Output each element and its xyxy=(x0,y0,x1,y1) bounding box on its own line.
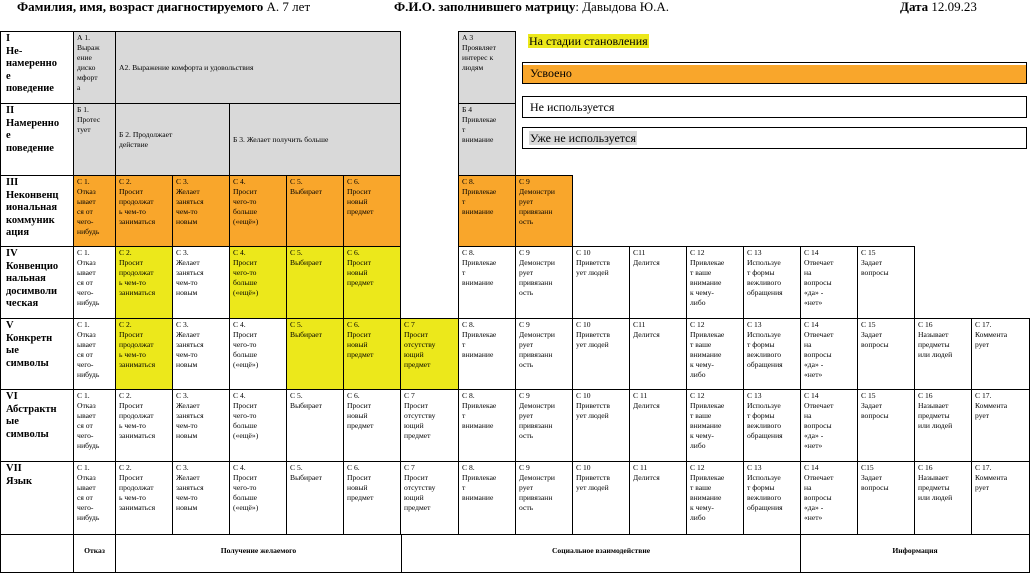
cell-r6-c6: С 6. Просит новый предмет xyxy=(343,389,401,462)
row-label-3: III Неконвенц иональная коммуник ация xyxy=(0,175,74,247)
legend-not-used-text: Не используется xyxy=(530,100,615,114)
cell-a2 xyxy=(115,31,401,104)
date-label: Дата xyxy=(900,0,929,14)
cell-r4-c5: С 5. Выбирает xyxy=(286,246,344,319)
legend-no-longer-used xyxy=(522,127,1027,149)
cell-r3-c6: С 6. Просит новый предмет xyxy=(343,175,401,247)
cell-b3-text: Б 3. Желает получить больше xyxy=(233,134,329,144)
cell-r4-c8: С 8. Привлекае т внимание xyxy=(458,246,516,319)
cell-r7-c1: С 1. Отказ ывает ся от чего- нибудь xyxy=(73,461,116,535)
cell-r6-c17: С 17. Коммента рует xyxy=(971,389,1030,462)
cell-r7-c5: С 5. Выбирает xyxy=(286,461,344,535)
cell-r4-c15: С 15 Задает вопросы xyxy=(857,246,915,319)
cell-r3-c5: С 5. Выбирает xyxy=(286,175,344,247)
cell-r4-c12: С 12 Привлекае т ваше внимание к чему- либо xyxy=(686,246,744,319)
cell-r5-c13: С 13 Используе т формы вежливого обращения xyxy=(743,318,801,390)
row-label-2: II Намеренно е поведение xyxy=(0,103,74,176)
cell-b3 xyxy=(229,103,401,176)
cell-r5-c11: С11 Делится xyxy=(629,318,687,390)
cell-b4: Б 4 Привлекае т внимание xyxy=(458,103,516,176)
cell-r7-c10: С 10 Приветств ует людей xyxy=(572,461,630,535)
row-label-5: V Конкретн ые символы xyxy=(0,318,74,390)
cell-r5-c16: С 16 Называет предметы или людей xyxy=(914,318,972,390)
cell-r6-c11: С 11 Делится xyxy=(629,389,687,462)
row-label-6: VI Абстрактн ые символы xyxy=(0,389,74,462)
cell-r6-c12: С 12 Привлекае т ваше внимание к чему- либо xyxy=(686,389,744,462)
cell-r6-c5: С 5. Выбирает xyxy=(286,389,344,462)
footer-obtaining xyxy=(115,534,402,573)
cell-r5-c5: С 5. Выбирает xyxy=(286,318,344,390)
cell-r4-c11: С11 Делится xyxy=(629,246,687,319)
cell-r6-c14: С 14 Отвечает на вопросы «да» - «нет» xyxy=(800,389,858,462)
row-label-7: VII Язык xyxy=(0,461,74,535)
cell-b1: Б 1. Протес тует xyxy=(73,103,116,176)
subject-value: А. 7 лет xyxy=(263,0,311,14)
cell-r7-c14: С 14 Отвечает на вопросы «да» - «нет» xyxy=(800,461,858,535)
cell-r7-c6: С 6. Просит новый предмет xyxy=(343,461,401,535)
footer-social-text: Социальное взаимодействие xyxy=(551,546,651,555)
cell-r5-c10: С 10 Приветств ует людей xyxy=(572,318,630,390)
cell-r5-c7: С 7 Просит отсутству ющий предмет xyxy=(400,318,459,390)
cell-r6-c13: С 13 Используе т формы вежливого обращения xyxy=(743,389,801,462)
footer-blank xyxy=(0,534,74,573)
filler-label: Ф.И.О. заполнившего матрицу xyxy=(394,0,576,14)
cell-r7-c12: С 12 Привлекае т ваше внимание к чему- либо xyxy=(686,461,744,535)
cell-r3-c4: С 4. Просит чего-то больше («ещё») xyxy=(229,175,287,247)
cell-r5-c8: С 8. Привлекае т внимание xyxy=(458,318,516,390)
cell-r7-c4: С 4. Просит чего-то больше («ещё») xyxy=(229,461,287,535)
cell-r7-c7: С 7 Просит отсутству ющий предмет xyxy=(400,461,459,535)
footer-social xyxy=(401,534,801,573)
cell-r6-c10: С 10 Приветств ует людей xyxy=(572,389,630,462)
legend-no-longer-used-text: Уже не используется xyxy=(530,131,637,145)
cell-r5-c2: С 2. Просит продолжат ь чем-то заниматься xyxy=(115,318,173,390)
cell-r5-c14: С 14 Отвечает на вопросы «да» - «нет» xyxy=(800,318,858,390)
cell-r3-c1: С 1. Отказ ывает ся от чего- нибудь xyxy=(73,175,116,247)
cell-r6-c9: С 9 Демонстри рует привязанн ость xyxy=(515,389,573,462)
cell-r7-c2: С 2. Просит продолжат ь чем-то заниматься xyxy=(115,461,173,535)
subject-label: Фамилия, имя, возраст диагностируемого xyxy=(17,0,264,14)
date-value: 12.09.23 xyxy=(928,0,977,14)
footer-information xyxy=(800,534,1030,573)
cell-r4-c10: С 10 Приветств ует людей xyxy=(572,246,630,319)
cell-r7-c17: С 17. Коммента рует xyxy=(971,461,1030,535)
legend-mastered xyxy=(522,62,1027,84)
cell-r6-c1: С 1. Отказ ывает ся от чего- нибудь xyxy=(73,389,116,462)
cell-r5-c6: С 6. Просит новый предмет xyxy=(343,318,401,390)
cell-a3: А 3 Проявляет интерес к людям xyxy=(458,31,516,104)
cell-r7-c8: С 8. Привлекае т внимание xyxy=(458,461,516,535)
cell-r4-c1: С 1. Отказ ывает ся от чего- нибудь xyxy=(73,246,116,319)
cell-r5-c1: С 1. Отказ ывает ся от чего- нибудь xyxy=(73,318,116,390)
cell-a1: А 1. Выраж ение диско мфорт а xyxy=(73,31,116,104)
cell-a2-text: А2. Выражение комфорта и удовольствия xyxy=(119,62,254,72)
cell-r7-c3: С 3. Желает заняться чем-то новым xyxy=(172,461,230,535)
legend-mastered-text: Усвоено xyxy=(530,66,572,80)
footer-obtaining-text: Получение желаемого xyxy=(220,546,297,555)
cell-r5-c12: С 12 Привлекае т ваше внимание к чему- либо xyxy=(686,318,744,390)
cell-r7-c13: С 13 Используе т формы вежливого обращения xyxy=(743,461,801,535)
footer-information-text: Информация xyxy=(892,546,938,555)
cell-r4-c6: С 6. Просит новый предмет xyxy=(343,246,401,319)
legend-in-progress xyxy=(522,31,1027,53)
cell-r5-c15: С 15 Задает вопросы xyxy=(857,318,915,390)
cell-r6-c7: С 7 Просит отсутству ющий предмет xyxy=(400,389,459,462)
cell-r6-c3: С 3. Желает заняться чем-то новым xyxy=(172,389,230,462)
cell-r7-c9: С 9 Демонстри рует привязанн ость xyxy=(515,461,573,535)
footer-refusal xyxy=(73,534,116,573)
cell-r4-c13: С 13 Используе т формы вежливого обращения xyxy=(743,246,801,319)
cell-r6-c8: С 8. Привлекае т внимание xyxy=(458,389,516,462)
cell-r6-c15: С 15 Задает вопросы xyxy=(857,389,915,462)
cell-r4-c14: С 14 Отвечает на вопросы «да» - «нет» xyxy=(800,246,858,319)
cell-r3-c9: С 9 Демонстри рует привязанн ость xyxy=(515,175,573,247)
cell-r4-c9: С 9 Демонстри рует привязанн ость xyxy=(515,246,573,319)
row-label-4: IV Конвенцио нальная досимволи ческая xyxy=(0,246,74,319)
cell-r7-c16: С 16 Называет предметы или людей xyxy=(914,461,972,535)
cell-r5-c4: С 4. Просит чего-то больше («ещё») xyxy=(229,318,287,390)
filler-value: : Давыдова Ю.А. xyxy=(575,0,670,14)
cell-r6-c16: С 16 Называет предметы или людей xyxy=(914,389,972,462)
cell-r4-c3: С 3. Желает заняться чем-то новым xyxy=(172,246,230,319)
cell-r6-c2: С 2. Просит продолжат ь чем-то заниматься xyxy=(115,389,173,462)
cell-r3-c2: С 2. Просит продолжат ь чем-то заниматься xyxy=(115,175,173,247)
cell-r7-c15: С15 Задает вопросы xyxy=(857,461,915,535)
cell-r5-c17: С 17. Коммента рует xyxy=(971,318,1030,390)
cell-r4-c2: С 2. Просит продолжат ь чем-то заниматься xyxy=(115,246,173,319)
cell-b2 xyxy=(115,103,230,176)
cell-r3-c8: С 8. Привлекае т внимание xyxy=(458,175,516,247)
legend-in-progress-text: На стадии становления xyxy=(529,34,648,48)
cell-r5-c3: С 3. Желает заняться чем-то новым xyxy=(172,318,230,390)
cell-b2-text: Б 2. Продолжает действие xyxy=(119,129,173,149)
cell-r7-c11: С 11 Делится xyxy=(629,461,687,535)
cell-r4-c4: С 4. Просит чего-то больше («ещё») xyxy=(229,246,287,319)
cell-r5-c9: С 9 Демонстри рует привязанн ость xyxy=(515,318,573,390)
row-label-1: I Не- намеренно е поведение xyxy=(0,31,74,104)
legend-not-used xyxy=(522,96,1027,118)
cell-r6-c4: С 4. Просит чего-то больше («ещё») xyxy=(229,389,287,462)
footer-refusal-text: Отказ xyxy=(84,546,105,555)
cell-r3-c3: С 3. Желает заняться чем-то новым xyxy=(172,175,230,247)
